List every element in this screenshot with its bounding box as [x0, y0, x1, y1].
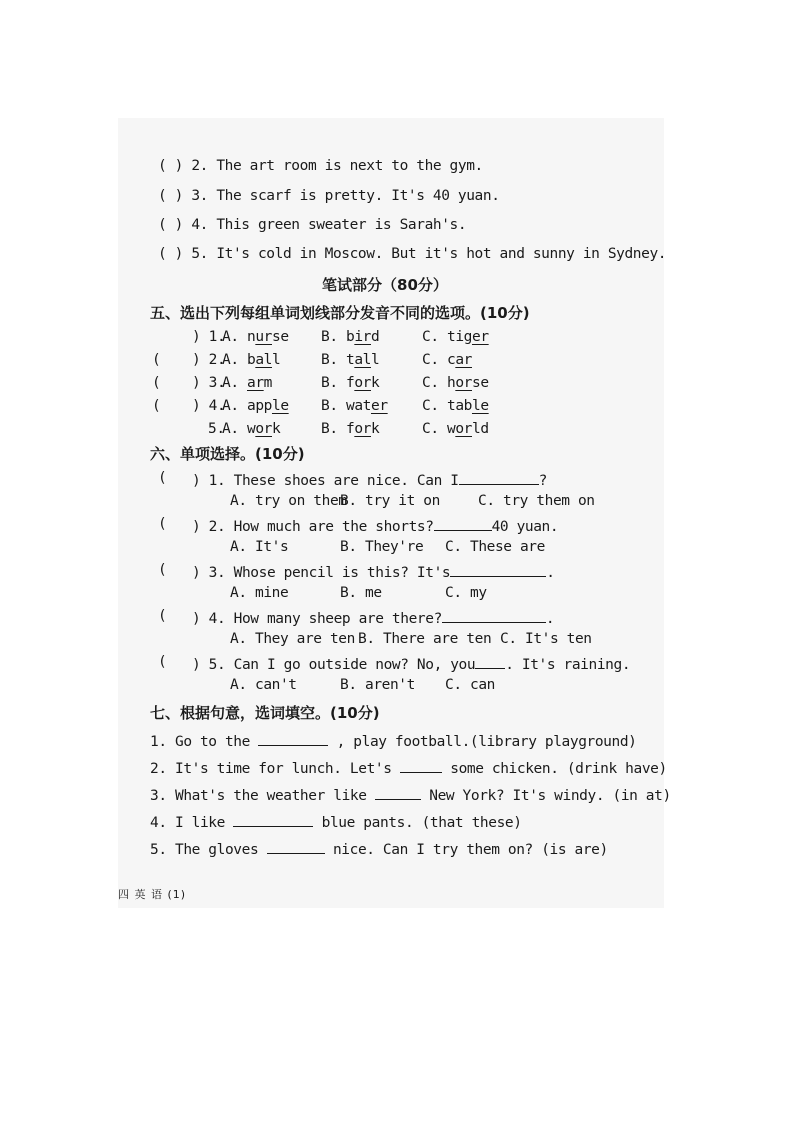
- listening-item: [158, 188, 500, 204]
- underlined-letters: er: [370, 398, 388, 414]
- option-text: ld: [472, 421, 489, 437]
- item-number: 5.: [208, 421, 225, 437]
- underlined-letters: er: [471, 329, 489, 345]
- option-text: B. wat: [321, 398, 371, 414]
- fill-text: , play football.(library playground): [328, 734, 637, 750]
- choice-b: B. They're: [340, 539, 424, 555]
- listening-item: [158, 246, 666, 262]
- item-text: ) 4. This green sweater is Sarah's.: [166, 217, 467, 233]
- option-text: A.: [222, 375, 247, 391]
- phonics-option: [222, 398, 289, 414]
- underlined-letters: or: [354, 375, 371, 391]
- answer-paren: (: [152, 352, 161, 368]
- underlined-letters: le: [471, 398, 489, 414]
- underlined-letters: or: [455, 375, 472, 391]
- answer-paren: (: [158, 654, 167, 670]
- answer-paren: (: [158, 470, 167, 486]
- choice-b: B. try it on: [340, 493, 440, 509]
- option-text: d: [371, 329, 380, 345]
- option-text: l: [272, 352, 281, 368]
- answer-blank[interactable]: [475, 654, 505, 669]
- item-number: ) 4.: [192, 398, 226, 414]
- choice-c: C. my: [445, 585, 487, 601]
- option-text: C. tig: [422, 329, 472, 345]
- fill-item: [150, 785, 671, 804]
- section7-title: 七、根据句意，选词填空。(10分): [150, 704, 380, 722]
- answer-paren: (: [158, 217, 167, 233]
- fill-item: [150, 839, 608, 858]
- option-text: C. c: [422, 352, 456, 368]
- item-text: ) 2. The art room is next to the gym.: [166, 158, 483, 174]
- phonics-option: [321, 352, 379, 368]
- listening-item: [158, 217, 466, 233]
- question: [192, 654, 630, 673]
- option-text: C. w: [422, 421, 456, 437]
- answer-paren: (: [158, 188, 167, 204]
- question-text: .: [545, 611, 555, 627]
- option-text: k: [371, 375, 380, 391]
- underlined-letters: ir: [354, 329, 371, 345]
- fill-text: 5. The gloves: [150, 842, 267, 858]
- phonics-option: [422, 375, 489, 391]
- fill-text: 3. What's the weather like: [150, 788, 375, 804]
- option-text: B. f: [321, 375, 355, 391]
- underlined-letters: ar: [455, 352, 472, 368]
- choice-c: C. These are: [445, 539, 545, 555]
- option-text: k: [272, 421, 281, 437]
- phonics-option: [422, 398, 489, 414]
- option-text: B. b: [321, 329, 355, 345]
- item-text: ) 3. The scarf is pretty. It's 40 yuan.: [166, 188, 500, 204]
- phonics-option: [321, 398, 388, 414]
- answer-blank[interactable]: [400, 758, 442, 773]
- fill-text: nice. Can I try them on? (is are): [324, 842, 608, 858]
- fill-item: [150, 758, 667, 777]
- choice-a: A. try on them: [230, 493, 347, 509]
- answer-paren: (: [158, 562, 167, 578]
- question-text: ) 1. These shoes are nice. Can I: [192, 473, 459, 489]
- choice-b: B. me: [340, 585, 382, 601]
- underlined-letters: le: [271, 398, 289, 414]
- answer-paren: (: [158, 246, 167, 262]
- answer-paren: (: [158, 608, 167, 624]
- underlined-letters: al: [354, 352, 371, 368]
- fill-text: some chicken. (drink have): [441, 761, 667, 777]
- option-text: k: [371, 421, 380, 437]
- section6-title: 六、单项选择。(10分): [150, 445, 305, 463]
- question-text: ) 2. How much are the shorts?: [192, 519, 434, 535]
- written-heading: 笔试部分（80分）: [322, 276, 448, 294]
- option-text: l: [371, 352, 380, 368]
- answer-paren: (: [152, 398, 161, 414]
- answer-blank[interactable]: [375, 785, 421, 800]
- fill-text: blue pants. (that these): [313, 815, 522, 831]
- question-text: . It's raining.: [505, 657, 631, 673]
- underlined-letters: al: [255, 352, 272, 368]
- option-text: A. n: [222, 329, 256, 345]
- page-footer: 四 英 语 (1): [118, 888, 187, 901]
- option-text: A. b: [222, 352, 256, 368]
- fill-text: 2. It's time for lunch. Let's: [150, 761, 400, 777]
- choice-a: A. can't: [230, 677, 297, 693]
- phonics-option: [422, 352, 472, 368]
- option-text: A. w: [222, 421, 256, 437]
- underlined-letters: or: [455, 421, 472, 437]
- question: [192, 470, 547, 489]
- choice-a: A. It's: [230, 539, 289, 555]
- choice-a: A. They are ten: [230, 631, 355, 647]
- phonics-option: [422, 421, 489, 437]
- fill-text: 4. I like: [150, 815, 234, 831]
- question: [192, 562, 555, 581]
- listening-item: [158, 158, 483, 174]
- phonics-option: [222, 352, 280, 368]
- answer-blank[interactable]: [442, 608, 546, 623]
- underlined-letters: or: [255, 421, 272, 437]
- answer-paren: (: [158, 158, 167, 174]
- choice-c: C. try them on: [478, 493, 595, 509]
- answer-blank[interactable]: [450, 562, 546, 577]
- answer-blank[interactable]: [434, 516, 492, 531]
- question: [192, 516, 558, 535]
- answer-paren: (: [152, 375, 161, 391]
- question-text: ) 4. How many sheep are there?: [192, 611, 442, 627]
- underlined-letters: ur: [255, 329, 272, 345]
- phonics-option: [321, 329, 379, 345]
- phonics-option: [321, 375, 379, 391]
- underlined-letters: or: [354, 421, 371, 437]
- answer-paren: (: [158, 516, 167, 532]
- choice-c: C. It's ten: [500, 631, 592, 647]
- option-text: m: [263, 375, 273, 391]
- answer-blank[interactable]: [267, 839, 325, 854]
- question-text: ?: [538, 473, 547, 489]
- fill-text: 1. Go to the: [150, 734, 259, 750]
- option-text: B. f: [321, 421, 355, 437]
- question-text: ) 5. Can I go outside now? No, you: [192, 657, 476, 673]
- option-text: se: [472, 375, 489, 391]
- question: [192, 608, 554, 627]
- answer-blank[interactable]: [258, 731, 328, 746]
- phonics-option: [422, 329, 489, 345]
- item-number: ) 3.: [192, 375, 226, 391]
- fill-item: [150, 731, 637, 750]
- question-text: ) 3. Whose pencil is this? It's: [192, 565, 451, 581]
- choice-b: B. There are ten: [358, 631, 492, 647]
- phonics-option: [222, 375, 272, 391]
- phonics-option: [321, 421, 379, 437]
- phonics-option: [222, 421, 280, 437]
- option-text: C. tab: [422, 398, 472, 414]
- underlined-letters: ar: [247, 375, 264, 391]
- choice-a: A. mine: [230, 585, 289, 601]
- choice-b: B. aren't: [340, 677, 415, 693]
- question-text: .: [546, 565, 555, 581]
- question-text: 40 yuan.: [491, 519, 559, 535]
- item-number: ) 2.: [192, 352, 226, 368]
- phonics-option: [222, 329, 289, 345]
- item-text: ) 5. It's cold in Moscow. But it's hot and sunny in Sydney.: [166, 246, 667, 262]
- item-number: ) 1.: [192, 329, 226, 345]
- fill-text: New York? It's windy. (in at): [420, 788, 671, 804]
- option-text: B. t: [321, 352, 355, 368]
- option-text: se: [272, 329, 289, 345]
- choice-c: C. can: [445, 677, 495, 693]
- option-text: A. app: [222, 398, 272, 414]
- fill-item: [150, 812, 522, 831]
- option-text: C. h: [422, 375, 456, 391]
- answer-blank[interactable]: [233, 812, 313, 827]
- answer-blank[interactable]: [459, 470, 539, 485]
- section5-title: 五、选出下列每组单词划线部分发音不同的选项。(10分): [150, 304, 530, 322]
